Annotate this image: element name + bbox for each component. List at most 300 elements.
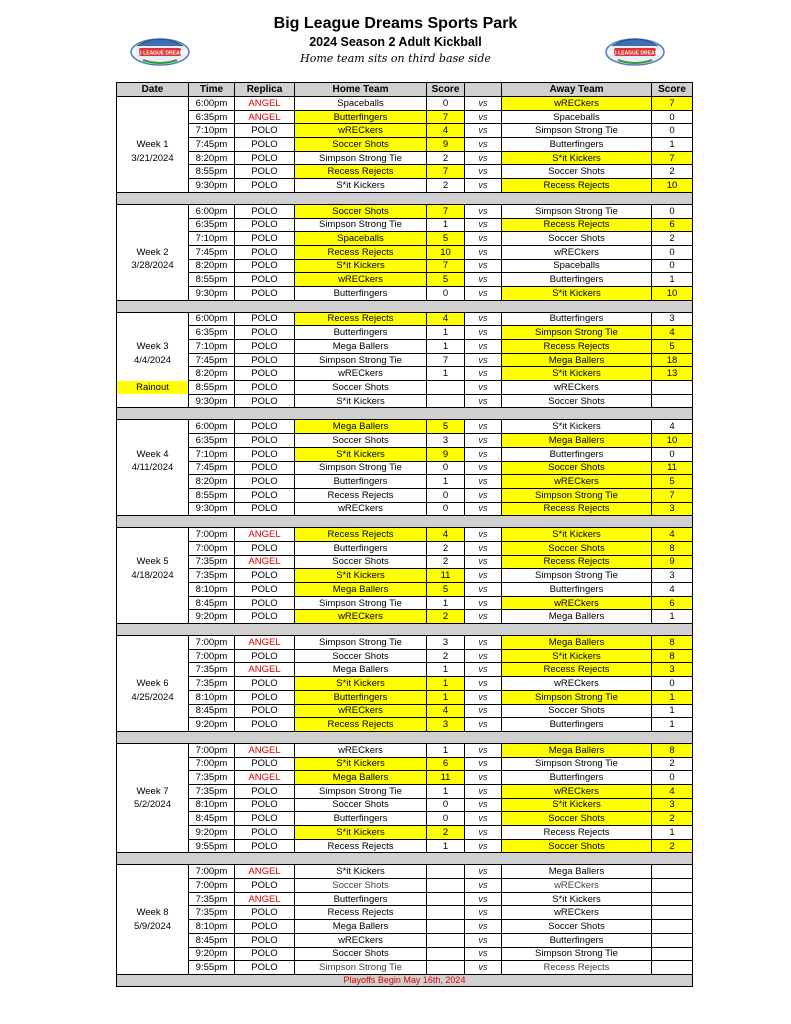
replica-field-cell: ANGEL (235, 743, 295, 757)
table-row (117, 502, 693, 516)
time-cell: 9:30pm (189, 286, 235, 300)
table-row (117, 110, 693, 124)
replica-field-cell: POLO (235, 151, 295, 165)
time-cell: 9:20pm (189, 718, 235, 732)
away-team-cell: Mega Ballers (502, 610, 652, 624)
vs-label: vs (465, 812, 502, 826)
home-score-cell: 3 (427, 636, 465, 650)
time-cell: 7:00pm (189, 649, 235, 663)
home-score-cell: 2 (427, 649, 465, 663)
away-score-cell: 1 (652, 718, 693, 732)
away-score-cell: 4 (652, 784, 693, 798)
home-score-cell (427, 879, 465, 893)
table-row (117, 232, 693, 246)
away-team-cell: Butterfingers (502, 933, 652, 947)
time-cell: 8:20pm (189, 475, 235, 489)
time-cell: 9:55pm (189, 839, 235, 853)
week-separator (117, 853, 693, 865)
column-header-time: Time (189, 83, 235, 97)
home-score-cell (427, 933, 465, 947)
replica-field-cell: POLO (235, 204, 295, 218)
home-team-cell: Mega Ballers (295, 420, 427, 434)
replica-field-cell: POLO (235, 340, 295, 354)
home-team-cell: Soccer Shots (295, 434, 427, 448)
vs-label: vs (465, 394, 502, 408)
home-score-cell: 1 (427, 690, 465, 704)
away-team-cell: Recess Rejects (502, 663, 652, 677)
away-team-cell: Butterfingers (502, 312, 652, 326)
date-cell (117, 596, 189, 610)
home-score-cell: 3 (427, 718, 465, 732)
time-cell: 7:00pm (189, 743, 235, 757)
home-score-cell: 1 (427, 677, 465, 691)
table-row (117, 812, 693, 826)
date-cell (117, 124, 189, 138)
vs-label: vs (465, 138, 502, 152)
replica-field-cell: POLO (235, 610, 295, 624)
home-score-cell: 5 (427, 420, 465, 434)
time-cell: 9:30pm (189, 394, 235, 408)
vs-label: vs (465, 757, 502, 771)
away-score-cell: 3 (652, 569, 693, 583)
date-cell (117, 232, 189, 246)
replica-field-cell: POLO (235, 353, 295, 367)
home-team-cell: Soccer Shots (295, 649, 427, 663)
date-cell: Week 6 (117, 677, 189, 691)
away-team-cell: Soccer Shots (502, 461, 652, 475)
separator-cell (117, 624, 693, 636)
time-cell: 8:20pm (189, 367, 235, 381)
column-header-away-team: Away Team (502, 83, 652, 97)
home-team-cell: Recess Rejects (295, 528, 427, 542)
home-score-cell: 2 (427, 610, 465, 624)
replica-field-cell: POLO (235, 138, 295, 152)
time-cell: 7:35pm (189, 677, 235, 691)
away-team-cell: wRECkers (502, 475, 652, 489)
time-cell: 6:00pm (189, 204, 235, 218)
time-cell: 6:35pm (189, 434, 235, 448)
away-score-cell: 3 (652, 312, 693, 326)
away-score-cell: 10 (652, 434, 693, 448)
replica-field-cell: ANGEL (235, 97, 295, 111)
time-cell: 8:10pm (189, 583, 235, 597)
vs-label: vs (465, 232, 502, 246)
away-score-cell: 2 (652, 812, 693, 826)
home-team-cell: Recess Rejects (295, 906, 427, 920)
table-row (117, 245, 693, 259)
away-team-cell: Soccer Shots (502, 165, 652, 179)
column-header-home-team: Home Team (295, 83, 427, 97)
replica-field-cell: POLO (235, 179, 295, 193)
home-team-cell: Simpson Strong Tie (295, 636, 427, 650)
home-team-cell: wRECkers (295, 704, 427, 718)
table-row (117, 906, 693, 920)
table-row (117, 663, 693, 677)
date-cell (117, 110, 189, 124)
time-cell: 8:10pm (189, 920, 235, 934)
away-team-cell: wRECkers (502, 596, 652, 610)
home-team-cell: S*it Kickers (295, 865, 427, 879)
home-team-cell: S*it Kickers (295, 677, 427, 691)
replica-field-cell: POLO (235, 933, 295, 947)
away-team-cell: Butterfingers (502, 718, 652, 732)
away-team-cell: Butterfingers (502, 771, 652, 785)
table-row (117, 718, 693, 732)
home-team-cell: S*it Kickers (295, 826, 427, 840)
page-subtitle: 2024 Season 2 Adult Kickball (309, 35, 482, 49)
separator-cell (117, 731, 693, 743)
table-row (117, 340, 693, 354)
home-score-cell: 7 (427, 165, 465, 179)
week-separator (117, 300, 693, 312)
time-cell: 7:35pm (189, 771, 235, 785)
away-score-cell: 0 (652, 447, 693, 461)
vs-label: vs (465, 461, 502, 475)
time-cell: 8:55pm (189, 165, 235, 179)
home-team-cell: Recess Rejects (295, 839, 427, 853)
table-row (117, 151, 693, 165)
schedule-body (117, 97, 693, 987)
replica-field-cell: POLO (235, 690, 295, 704)
table-row (117, 636, 693, 650)
vs-label: vs (465, 784, 502, 798)
table-row (117, 784, 693, 798)
vs-label: vs (465, 110, 502, 124)
table-row (117, 826, 693, 840)
away-score-cell: 3 (652, 798, 693, 812)
table-row (117, 218, 693, 232)
date-cell (117, 541, 189, 555)
date-cell (117, 394, 189, 408)
away-team-cell: Spaceballs (502, 259, 652, 273)
home-team-cell: Soccer Shots (295, 947, 427, 961)
away-score-cell: 8 (652, 636, 693, 650)
footer-row (117, 974, 693, 986)
time-cell: 7:00pm (189, 757, 235, 771)
date-cell: 3/28/2024 (117, 259, 189, 273)
date-cell (117, 502, 189, 516)
away-score-cell: 0 (652, 245, 693, 259)
date-cell (117, 475, 189, 489)
column-header-date: Date (117, 83, 189, 97)
time-cell: 8:10pm (189, 690, 235, 704)
home-team-cell: wRECkers (295, 743, 427, 757)
home-team-cell: S*it Kickers (295, 447, 427, 461)
home-team-cell: Simpson Strong Tie (295, 218, 427, 232)
table-row (117, 677, 693, 691)
replica-field-cell: POLO (235, 420, 295, 434)
vs-label: vs (465, 663, 502, 677)
date-cell: Week 5 (117, 555, 189, 569)
table-row (117, 947, 693, 961)
time-cell: 9:20pm (189, 826, 235, 840)
home-team-cell: Recess Rejects (295, 165, 427, 179)
home-score-cell: 5 (427, 232, 465, 246)
home-score-cell: 0 (427, 286, 465, 300)
time-cell: 8:10pm (189, 798, 235, 812)
table-header-row (117, 83, 693, 97)
date-cell: Week 7 (117, 784, 189, 798)
home-score-cell (427, 865, 465, 879)
time-cell: 6:00pm (189, 420, 235, 434)
home-team-cell: Simpson Strong Tie (295, 596, 427, 610)
replica-field-cell: POLO (235, 757, 295, 771)
vs-label: vs (465, 596, 502, 610)
vs-label: vs (465, 583, 502, 597)
date-cell: 4/4/2024 (117, 353, 189, 367)
away-score-cell (652, 920, 693, 934)
away-team-cell: wRECkers (502, 677, 652, 691)
away-team-cell: Mega Ballers (502, 434, 652, 448)
away-team-cell: Butterfingers (502, 138, 652, 152)
home-score-cell: 1 (427, 784, 465, 798)
time-cell: 7:00pm (189, 865, 235, 879)
away-team-cell: Soccer Shots (502, 394, 652, 408)
home-team-cell: wRECkers (295, 367, 427, 381)
home-score-cell (427, 906, 465, 920)
vs-label: vs (465, 718, 502, 732)
away-team-cell: Simpson Strong Tie (502, 690, 652, 704)
home-score-cell: 0 (427, 812, 465, 826)
away-score-cell: 8 (652, 541, 693, 555)
away-score-cell (652, 394, 693, 408)
vs-label: vs (465, 677, 502, 691)
date-cell: 4/25/2024 (117, 690, 189, 704)
date-cell: 3/21/2024 (117, 151, 189, 165)
svg-text:BIG LEAGUE DREAMS: BIG LEAGUE DREAMS (607, 50, 663, 57)
time-cell: 7:10pm (189, 124, 235, 138)
vs-label: vs (465, 961, 502, 975)
time-cell: 7:45pm (189, 461, 235, 475)
away-team-cell: Soccer Shots (502, 839, 652, 853)
away-team-cell: Mega Ballers (502, 636, 652, 650)
home-team-cell: Spaceballs (295, 232, 427, 246)
away-score-cell: 3 (652, 502, 693, 516)
week-separator (117, 192, 693, 204)
away-team-cell: wRECkers (502, 97, 652, 111)
home-team-cell: Mega Ballers (295, 920, 427, 934)
vs-label: vs (465, 502, 502, 516)
home-team-cell: S*it Kickers (295, 394, 427, 408)
away-score-cell: 2 (652, 839, 693, 853)
home-score-cell: 7 (427, 204, 465, 218)
table-row (117, 704, 693, 718)
away-score-cell: 4 (652, 528, 693, 542)
date-cell (117, 312, 189, 326)
home-score-cell: 0 (427, 488, 465, 502)
home-score-cell: 0 (427, 461, 465, 475)
time-cell: 7:35pm (189, 663, 235, 677)
time-cell: 9:55pm (189, 961, 235, 975)
home-score-cell: 7 (427, 110, 465, 124)
home-score-cell: 4 (427, 704, 465, 718)
home-score-cell: 0 (427, 97, 465, 111)
home-team-cell: wRECkers (295, 273, 427, 287)
away-team-cell: Simpson Strong Tie (502, 204, 652, 218)
vs-label: vs (465, 273, 502, 287)
away-score-cell (652, 892, 693, 906)
home-score-cell: 11 (427, 569, 465, 583)
home-team-cell: Butterfingers (295, 326, 427, 340)
away-team-cell: wRECkers (502, 245, 652, 259)
away-score-cell: 0 (652, 204, 693, 218)
date-cell (117, 434, 189, 448)
time-cell: 7:45pm (189, 245, 235, 259)
vs-label: vs (465, 447, 502, 461)
date-cell (117, 165, 189, 179)
away-score-cell: 7 (652, 97, 693, 111)
away-team-cell: Recess Rejects (502, 502, 652, 516)
page-title: Big League Dreams Sports Park (273, 15, 518, 32)
away-team-cell: Recess Rejects (502, 340, 652, 354)
replica-field-cell: ANGEL (235, 528, 295, 542)
vs-label: vs (465, 839, 502, 853)
home-team-cell: Simpson Strong Tie (295, 784, 427, 798)
date-cell (117, 718, 189, 732)
replica-field-cell: POLO (235, 784, 295, 798)
separator-cell (117, 516, 693, 528)
home-score-cell: 4 (427, 312, 465, 326)
replica-field-cell: POLO (235, 677, 295, 691)
vs-label: vs (465, 179, 502, 193)
replica-field-cell: POLO (235, 947, 295, 961)
date-cell (117, 420, 189, 434)
home-score-cell: 7 (427, 353, 465, 367)
away-team-cell: S*it Kickers (502, 892, 652, 906)
table-row (117, 259, 693, 273)
away-score-cell: 7 (652, 151, 693, 165)
vs-label: vs (465, 97, 502, 111)
home-score-cell: 2 (427, 541, 465, 555)
date-cell (117, 879, 189, 893)
date-cell (117, 528, 189, 542)
vs-label: vs (465, 420, 502, 434)
away-score-cell: 2 (652, 757, 693, 771)
home-score-cell: 9 (427, 138, 465, 152)
home-score-cell: 0 (427, 502, 465, 516)
replica-field-cell: ANGEL (235, 555, 295, 569)
vs-label: vs (465, 798, 502, 812)
replica-field-cell: POLO (235, 541, 295, 555)
away-score-cell (652, 381, 693, 395)
svg-text:BIG LEAGUE DREAMS: BIG LEAGUE DREAMS (132, 50, 188, 57)
date-cell (117, 179, 189, 193)
time-cell: 7:35pm (189, 784, 235, 798)
away-score-cell: 0 (652, 259, 693, 273)
away-score-cell: 4 (652, 420, 693, 434)
home-team-cell: Butterfingers (295, 690, 427, 704)
home-score-cell: 4 (427, 528, 465, 542)
table-row (117, 394, 693, 408)
table-row (117, 961, 693, 975)
replica-field-cell: ANGEL (235, 771, 295, 785)
date-cell (117, 947, 189, 961)
home-team-cell: Simpson Strong Tie (295, 353, 427, 367)
table-row (117, 933, 693, 947)
away-score-cell: 10 (652, 179, 693, 193)
table-row (117, 420, 693, 434)
home-score-cell: 4 (427, 124, 465, 138)
table-row (117, 649, 693, 663)
away-score-cell: 1 (652, 138, 693, 152)
away-score-cell (652, 906, 693, 920)
away-team-cell: Soccer Shots (502, 704, 652, 718)
week-separator (117, 731, 693, 743)
away-score-cell (652, 961, 693, 975)
time-cell: 8:20pm (189, 259, 235, 273)
date-cell: 4/11/2024 (117, 461, 189, 475)
vs-label: vs (465, 488, 502, 502)
away-team-cell: Simpson Strong Tie (502, 326, 652, 340)
home-team-cell: Simpson Strong Tie (295, 151, 427, 165)
table-row (117, 879, 693, 893)
vs-label: vs (465, 879, 502, 893)
time-cell: 8:55pm (189, 381, 235, 395)
home-score-cell: 9 (427, 447, 465, 461)
table-row (117, 124, 693, 138)
date-cell (117, 583, 189, 597)
away-score-cell: 1 (652, 704, 693, 718)
table-row (117, 583, 693, 597)
table-row (117, 273, 693, 287)
home-score-cell: 1 (427, 839, 465, 853)
table-row (117, 488, 693, 502)
away-team-cell: Soccer Shots (502, 812, 652, 826)
table-row (117, 743, 693, 757)
vs-label: vs (465, 920, 502, 934)
home-team-cell: Recess Rejects (295, 245, 427, 259)
date-cell (117, 812, 189, 826)
home-team-cell: Recess Rejects (295, 488, 427, 502)
replica-field-cell: POLO (235, 286, 295, 300)
away-team-cell: Simpson Strong Tie (502, 757, 652, 771)
time-cell: 8:55pm (189, 488, 235, 502)
replica-field-cell: POLO (235, 259, 295, 273)
column-header-away-score: Score (652, 83, 693, 97)
away-team-cell: Simpson Strong Tie (502, 488, 652, 502)
column-header-replica: Replica (235, 83, 295, 97)
replica-field-cell: POLO (235, 649, 295, 663)
home-team-cell: Soccer Shots (295, 798, 427, 812)
rainout-badge: Rainout (117, 381, 189, 395)
away-team-cell: wRECkers (502, 906, 652, 920)
away-team-cell: Recess Rejects (502, 218, 652, 232)
away-team-cell: Recess Rejects (502, 179, 652, 193)
vs-label: vs (465, 381, 502, 395)
vs-label: vs (465, 569, 502, 583)
vs-label: vs (465, 353, 502, 367)
table-row (117, 757, 693, 771)
time-cell: 7:35pm (189, 569, 235, 583)
replica-field-cell: POLO (235, 245, 295, 259)
home-score-cell: 11 (427, 771, 465, 785)
home-score-cell: 2 (427, 826, 465, 840)
table-row (117, 286, 693, 300)
home-score-cell (427, 394, 465, 408)
home-score-cell: 1 (427, 326, 465, 340)
away-score-cell: 0 (652, 124, 693, 138)
time-cell: 8:45pm (189, 704, 235, 718)
home-team-cell: Butterfingers (295, 110, 427, 124)
time-cell: 7:10pm (189, 447, 235, 461)
date-cell (117, 757, 189, 771)
away-team-cell: Butterfingers (502, 583, 652, 597)
away-score-cell: 1 (652, 826, 693, 840)
separator-cell (117, 853, 693, 865)
away-team-cell: Soccer Shots (502, 541, 652, 555)
time-cell: 6:00pm (189, 97, 235, 111)
home-team-cell: Butterfingers (295, 812, 427, 826)
